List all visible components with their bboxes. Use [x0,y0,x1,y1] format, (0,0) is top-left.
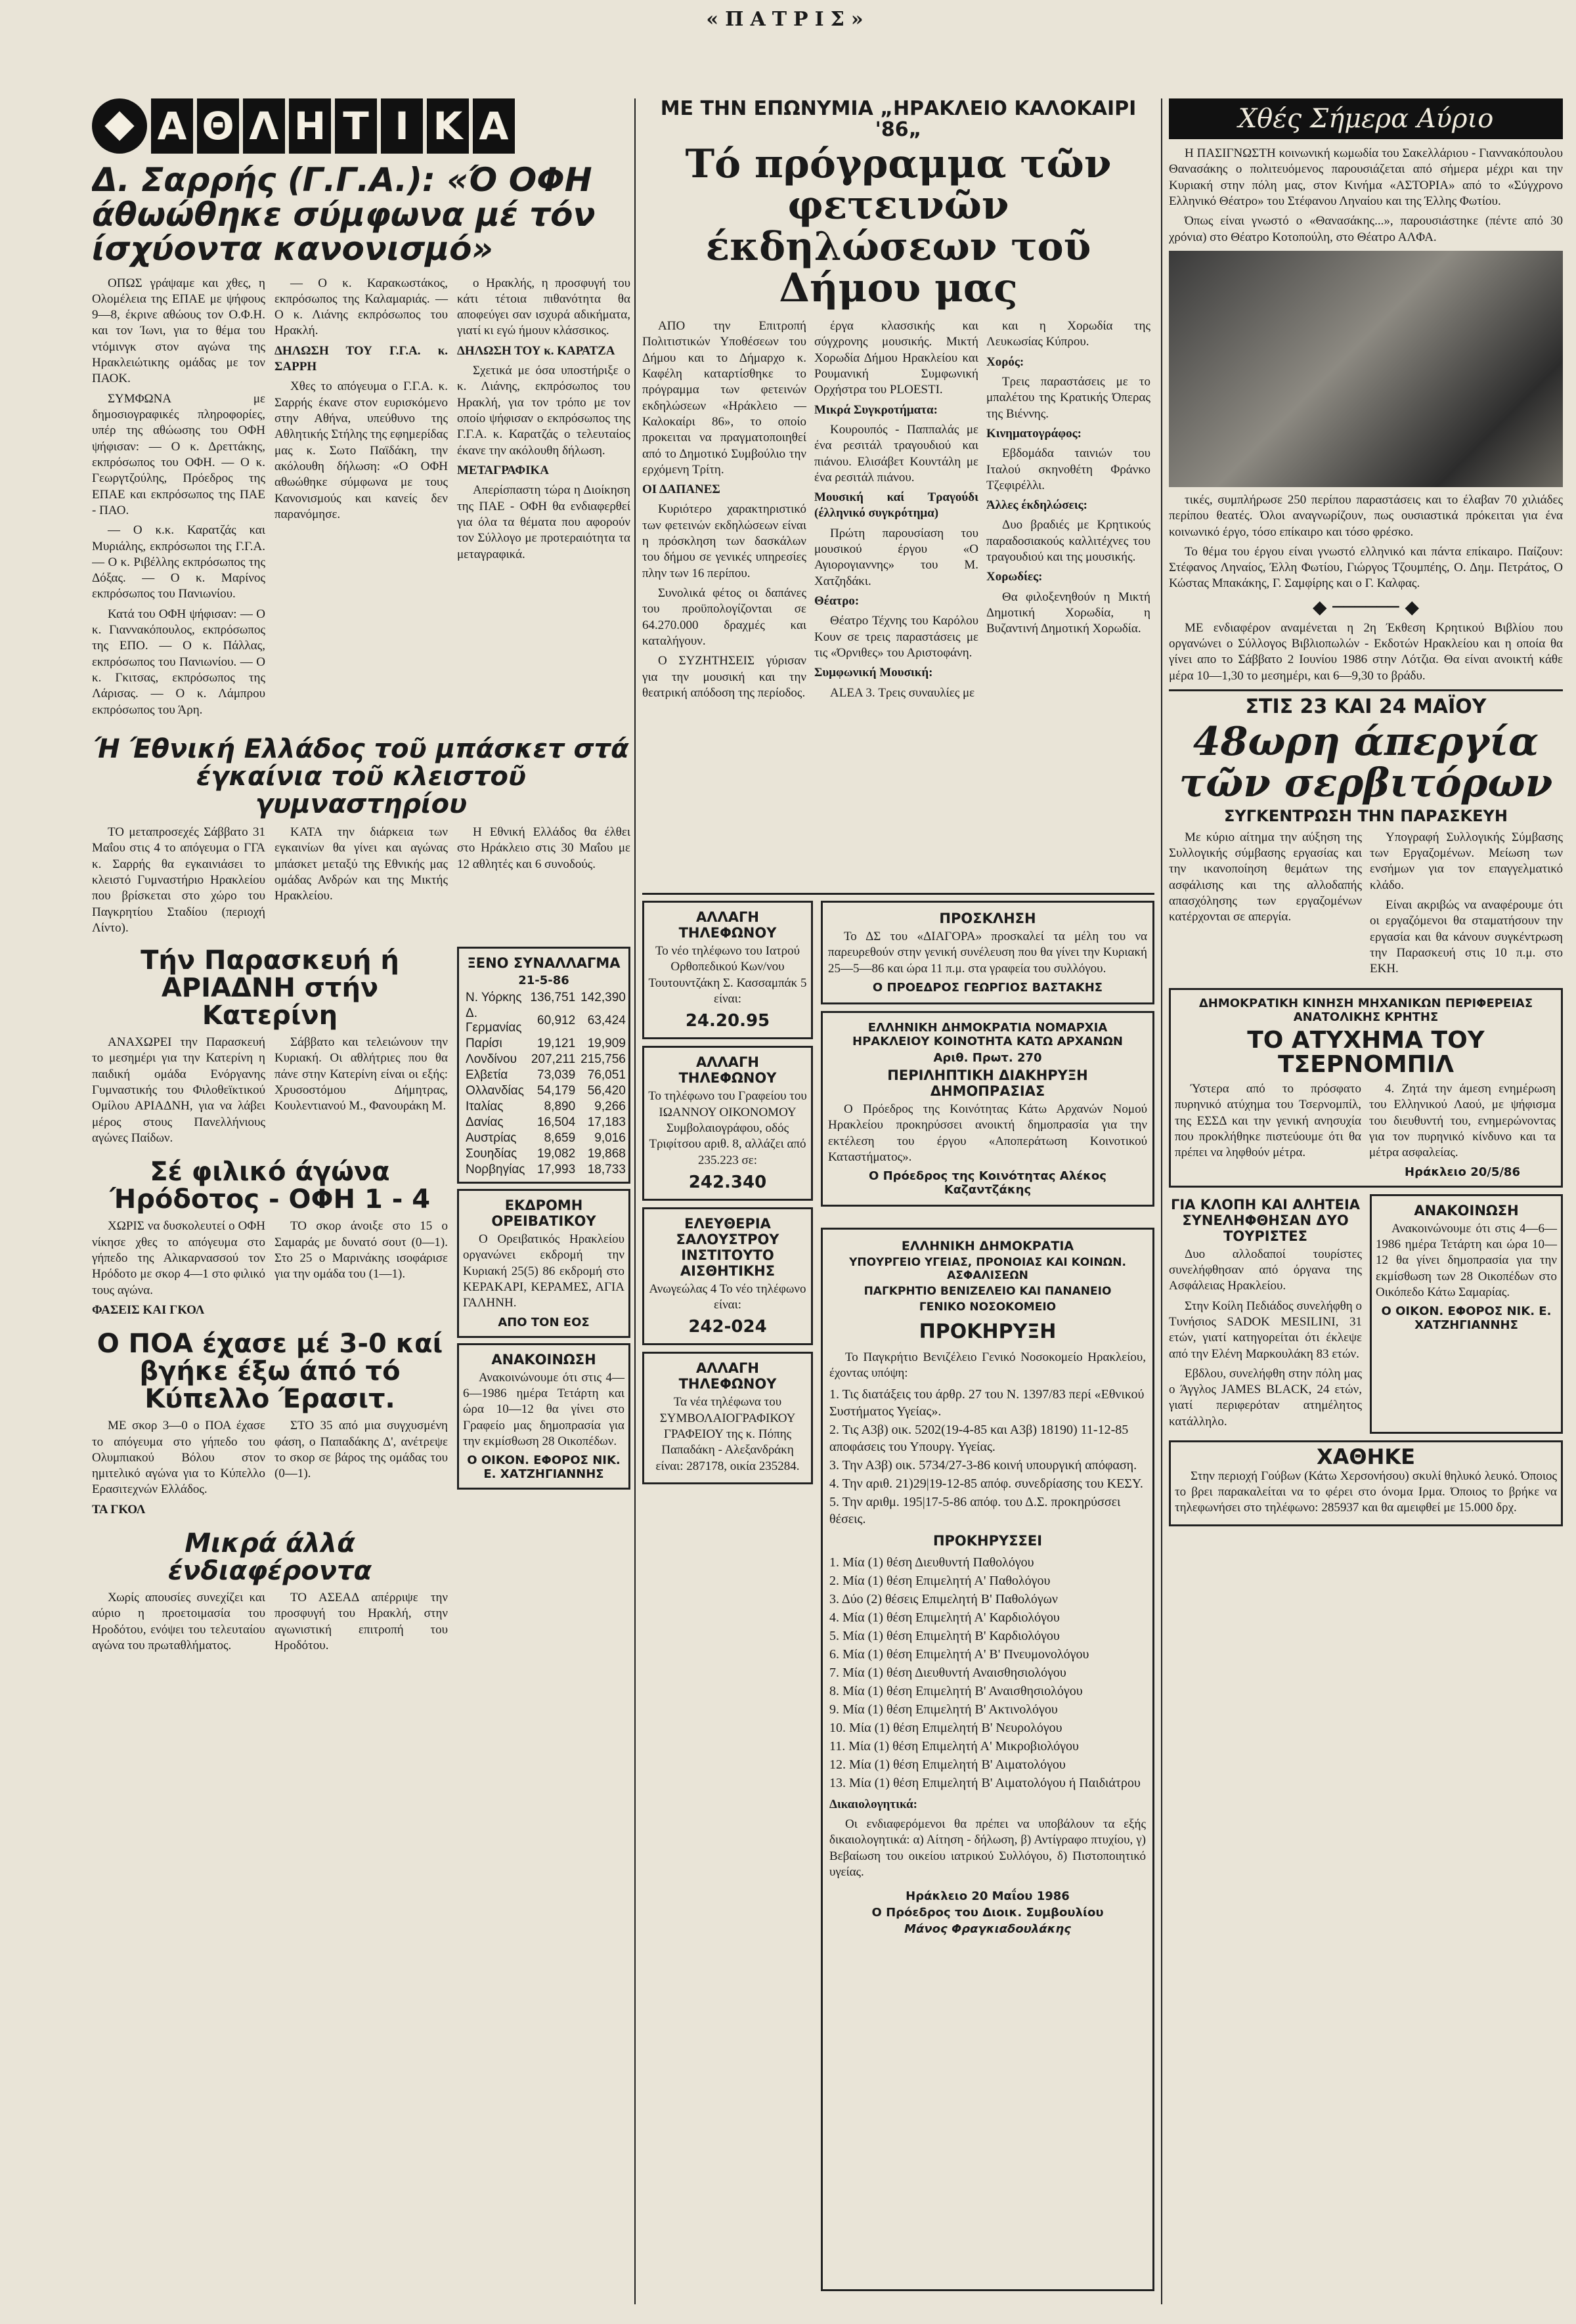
fx-currency: Ελβετία [466,1068,508,1083]
fx-box [457,947,630,1184]
paragraph: Απερίσπαστη τώρα η Διοίκηση της ΠΑΕ - ΟΦΗ θα ενδιαφερθεί για όλα τα θέματα που αφορούν τον Σύλλογο με προτεραιότητα τα μεταγραφικά. [457,483,630,561]
paragraph: — Ο κ.κ. Καρατζάς και Μυριάλης, εκπρόσωποι της Γ.Γ.Α. — Ο κ. Ριβέλλης εκπρόσωπος της Δόξας. — Ο κ. Μαρίνος εκπρόσωπος του Πανιωνίου. [92,523,265,601]
auction-num: Αριθ. Πρωτ. 270 [933,1050,1042,1065]
hospital-notice [821,1228,1154,2304]
notice-date: Ηράκλειο 20 Μαΐου 1986 [906,1889,1070,1904]
fx-buy: 207,211 [531,1052,576,1067]
section-letter: Θ [197,98,239,154]
list-item: 9. Μία (1) θέση Επιμελητή Β' Ακτινολόγου [829,1702,1058,1717]
fx-currency: Παρίσι [466,1037,502,1051]
subheading: Χορός: [986,355,1024,369]
program-headline: Τό πρόγραμμα τῶν φετεινῶν έκδηλώσεων τοῦ Δήμου μας [685,141,1112,311]
paragraph: ΟΠΩΣ γράψαμε και χθες, η Ολομέλεια της ΕΠΑΕ με ψήφους 9—8, έκρινε αθώους τον Ο.Φ.Η. και τον Ίωνι, για το θέμα του ντόμινγκ στον αγώνα της Ηρακλειώτικης ομάδας με τον ΠΑΟΚ. [92,276,265,386]
paragraph: Ανακοινώνουμε ότι στις 4—6—1986 ημέρα Τετάρτη και ώρα 10—12 θα γίνει στο Γραφείο μας δημοπρασία για την εκμίσθωση 28 Οικοπέδων. [463,1370,624,1448]
paragraph: Στην περιοχή Γούβων (Κάτω Χερσονήσου) σκυλί θηλυκό λευκό. Όποιος το βρει παρακαλείται να το φέρει στο όνομα Ιρμα. Όποιος το βρήκε να τηλεφωνήσει στο τηλέφωνο: 285937 και θα αμειφθεί με 15.000 δρχ. [1175,1469,1557,1515]
divider-arrows-icon: ◆ ────── ◆ [1312,595,1419,618]
theater-photo [1169,251,1563,487]
list-item: 3. Την Α3β) οικ. 5734/27-3-86 κοινή υπουργική απόφαση. [829,1457,1137,1473]
list-item: 13. Μία (1) θέση Επιμελητή Β' Αιματολόγου ή Παιδιάτρου [829,1775,1141,1790]
subheading: ΔΗΛΩΣΗ ΤΟΥ Γ.Γ.Α. κ. ΣΑΡΡΗ [274,343,448,374]
strike-sub: ΣΥΓΚΕΝΤΡΩΣΗ ΤΗΝ ΠΑΡΑΣΚΕΥΗ [1224,806,1508,825]
fx-currency: Δ. Γερμανίας [466,1006,522,1035]
tserno-head: ΔΗΜΟΚΡΑΤΙΚΗ ΚΙΝΗΣΗ ΜΗΧΑΝΙΚΩΝ ΠΕΡΙΦΕΡΕΙΑΣ ΑΝΑΤΟΛΙΚΗΣ ΚΡΗΤΗΣ [1198,996,1533,1024]
subheading: Θέατρο: [814,594,860,608]
paragraph: Κουρουπός - Παππαλάς με ένα ρεσιτάλ τραγουδιού και πιάνου. Ελισάβετ Κουντάλη με ένα ρεσιτάλ πιάνου. [814,422,978,484]
phone-number: 242-024 [688,1317,767,1337]
fx-sell: 56,420 [587,1084,626,1098]
signature: Ηράκλειο 20/5/86 [1405,1165,1520,1179]
paragraph: Είναι ακριβώς να αναφέρουμε ότι οι εργαζόμενοι θα σταματήσουν την εργασία και θα κάνουν συγκέντρωση την Παρασκευή στις 10 π.μ. στο ΕΚΗ. [1370,897,1563,976]
fx-currency: Ολλανδίας [466,1084,524,1098]
fx-row [463,1162,628,1178]
subheading: Δικαιολογητικά: [829,1797,917,1811]
notice-positions [829,1554,1146,1792]
paragraph: Ανωγεώλας 4 Το νέο τηλέφωνο είναι: [649,1281,806,1312]
fx-sell: 19,909 [587,1037,626,1051]
fx-row [463,990,628,1006]
fx-sell: 76,051 [587,1068,626,1083]
paragraph: Η Εθνική Ελλάδος θα έλθει στο Ηράκλειο στις 30 Μαΐου με 12 αθλητές και 6 συνοδούς. [457,825,630,871]
ads-column [457,947,630,1658]
story-sarris [92,276,630,722]
paragraph: Ανακοινώνουμε ότι στις 4—6—1986 ημέρα Τετάρτη και ώρα 10—12 θα γίνει δημοπρασία για την εκμίσθωση των 28 Οικοπέδων στο Οικόπεδο Κάτω Σαμαρίας. [1376,1221,1557,1299]
tserno-box [1169,988,1563,1188]
subheading: ΦΑΣΕΙΣ ΚΑΙ ΓΚΟΛ [92,1302,205,1317]
ad-title: ΑΛΛΑΓΗ ΤΗΛΕΦΩΝΟΥ [678,1360,777,1392]
list-item: 1. Τις διατάξεις του άρθρ. 27 του Ν. 1397/83 περί «Εθνικού Συστήματος Υγείας». [829,1387,1145,1419]
signature: ΑΠΟ ΤΟΝ ΕΟΣ [498,1315,590,1329]
fx-buy: 136,751 [530,991,576,1005]
fx-row [463,1036,628,1052]
signature: Ο Πρόεδρος της Κοινότητας Αλέκος Καζαντζάκης [869,1169,1106,1197]
headline-ariadni: Τήν Παρασκευή ή ΑΡΙΑΔΝΗ στήν Κατερίνη [141,945,399,1031]
paragraph: Το τηλέφωνο του Γραφείου του ΙΩΑΝΝΟΥ ΟΙΚΟΝΟΜΟΥ Συμβολαιογράφου, οδός Τριφίτσου αριθ. 8, αλλάζει από 235.223 σε: [648,1089,807,1167]
column-rule [1161,98,1162,2304]
paragraph: Τα νέα τηλέφωνα του ΣΥΜΒΟΛΑΙΟΓΡΑΦΙΚΟΥ ΓΡΑΦΕΙΟΥ της κ. Πόπης Παπαδάκη - Αλεξανδράκη είναι: 287178, οικία 235284. [655,1395,800,1473]
paragraph: Ο Ορειβατικός Ηρακλείου οργανώνει εκδρομή την Κυριακή 25(5) 86 εκδρομή στο ΚΕΡΑΚΑΡΙ, ΚΕΡΑΜΕΣ, ΑΓΙΑ ΓΑΛΗΝΗ. [463,1232,624,1310]
fx-currency: Σουηδίας [466,1147,517,1161]
fx-buy: 73,039 [537,1068,576,1083]
subheading: ΔΗΛΩΣΗ ΤΟΥ κ. ΚΑΡΑΤΖΑ [457,343,615,358]
fx-date: 21-5-86 [518,974,569,988]
paragraph: Η ΠΑΣΙΓΝΩΣΤΗ κοινωνική κωμωδία του Σακελλάριου - Γιαννακόπουλου Θανασάκης ο πολιτευόμενος παρουσιάζεται από σήμερα μέχρι και την Κυριακή στην πόλη μας, στον Κινήμα «ΑΣΤΟΡΙΑ» από το «Σύγχρονο Ελληνικό Θέατρο» του Στέφανου Ληναίου και της Έλλης Φωτίου. [1169,146,1563,208]
list-item: 10. Μία (1) θέση Επιμελητή Β' Νευρολόγου [829,1720,1062,1735]
paragraph: ο Ηρακλής, η προσφυγή του κάτι τέτοια πιθανότητα θα αποφεύγει σαν ισχυρά αδικήματα, γιατί κι εγώ ήμουν κλάσσικος. [457,276,630,338]
paragraph: ALEA 3. Τρεις συναυλίες με [830,685,975,700]
list-item: 8. Μία (1) θέση Επιμελητή Β' Αναισθησιολόγου [829,1683,1083,1698]
paragraph: Θα φιλοξενηθούν η Μικτή Δημοτική Χορωδία, η Βυζαντινή Δημοτική Χορωδία. [986,590,1150,636]
ad-title: ΑΝΑΚΟΙΝΩΣΗ [491,1351,596,1367]
paragraph: ΑΠΟ την Επιτροπή Πολιτιστικών Υποθέσεων του Δήμου και το Δήμαρχο κ. Καφέλη καταρτίσθηκε το πρόγραμμα των φετεινών εκδηλώσεων «Ηράκλειο — Καλοκαίρι 86», το οποίο προκειται να πραγματοποιηθεί από το Δημοτικό Συμβούλιο την ερχόμενη Τρίτη. [642,319,806,477]
paragraph: ΣΥΜΦΩΝΑ με δημοσιογραφικές πληροφορίες, υπέρ της αθώωσης του ΟΦΗ ψήφισαν: — Ο κ. Δρεττάκης, εκπρόσωπος του ΟΦΗ. — Ο κ. Γεωργτζούλης, Πρόεδρος της ΕΠΑΕ και εκπρόσωπος της ΠΑΕ - ΠΑΟ. [92,391,265,517]
subheading: Μουσική καί Τραγούδι (έλληνικό συγκρότημα) [814,490,978,521]
fx-currency: Ιταλίας [466,1100,504,1114]
masthead: «ΠΑΤΡΙΣ» [706,8,870,31]
notice-head: ΓΕΝΙΚΟ ΝΟΣΟΚΟΜΕΙΟ [919,1301,1057,1314]
section-header-xthes: Χθές Σήμερα Αύριο [1169,98,1563,139]
paragraph: Τρεις παραστάσεις με το μπαλέτου της Κρατικής Όπερας της Βιέννης. [986,374,1150,421]
fx-currency: Ν. Υόρκης [466,991,522,1005]
subheading: Χορωδίες: [986,570,1043,584]
section-title-athlitika [92,98,630,154]
paragraph: Με κύριο αίτημα την αύξηση της Συλλογικής σύμβασης εργασίας και την ικανοποίηση θεμάτων της ασφάλισης και της αλλοδαπής απασχόλησης των εργαζομένων κατέρχονται σε απεργία. [1169,830,1362,924]
section-letter: Α [473,98,515,154]
fx-buy: 16,504 [537,1115,576,1130]
auction-head: ΕΛΛΗΝΙΚΗ ΔΗΜΟΚΡΑΤΙΑ ΝΟΜΑΡΧΙΑ ΗΡΑΚΛΕΙΟΥ ΚΟΙΝΟΤΗΤΑ ΚΑΤΩ ΑΡΧΑΝΩΝ [852,1020,1123,1048]
paragraph: Το ΔΣ του «ΔΙΑΓΟΡΑ» προσκαλεί τα μέλη του να παρευρεθούν στην γενική συνέλευση που θα γίνει την Κυριακή 25—5—86 και ώρα 11 π.μ. στα γραφεία του συλλόγου. [828,930,1147,976]
list-item: 11. Μία (1) θέση Επιμελητή Α' Μικροβιολόγου [829,1738,1079,1754]
notice2-box [1370,1194,1563,1434]
fx-buy: 19,082 [537,1147,576,1161]
fx-title: ΞΕΝΟ ΣΥΝΑΛΛΑΓΜΑ [467,955,621,972]
right-column [1169,98,1563,2311]
fx-row [463,1052,628,1067]
notice-head: ΕΛΛΗΝΙΚΗ ΔΗΜΟΚΡΑΤΙΑ [901,1239,1074,1253]
fx-buy: 17,993 [537,1163,576,1177]
section-letter: Λ [243,98,285,154]
program-kicker: ΜΕ ΤΗΝ ΕΠΩΝΥΜΙΑ „ΗΡΑΚΛΕΙΟ ΚΑΛΟΚΑΙΡΙ '86„ [660,98,1137,141]
fx-row [463,1099,628,1115]
fx-buy: 54,179 [537,1084,576,1098]
lost-box [1169,1440,1563,1526]
notice-items [829,1386,1146,1528]
sports-section [92,98,630,2311]
paragraph: Θέατρο Τέχνης του Καρόλου Κουν σε τρεις παραστάσεις με τις «Όρνιθες» του Αριστοφάνη. [814,614,978,660]
paragraph: ΤΟ σκορ άνοιξε στο 15 ο Σαμαράς με δυνατό σουτ (0—1). Στο 25 ο Μαρινάκης ισοφάρισε για την ομάδα του (1—1). [274,1219,448,1281]
notice-subtitle: ΠΡΟΚΗΡΥΣΣΕΙ [932,1532,1043,1549]
fx-sell: 9,016 [594,1131,626,1146]
column-rule [634,98,636,2304]
fx-buy: 8,659 [544,1131,576,1146]
subheading: ΜΕΤΑΓΡΑΦΙΚΑ [457,463,550,477]
fx-sell: 18,733 [587,1163,626,1177]
fx-sell: 17,183 [587,1115,626,1130]
fx-table [463,990,628,1178]
small-ads-column [642,901,813,2299]
theft-story [1169,1194,1362,1434]
list-item: 1. Μία (1) θέση Διευθυντή Παθολόγου [829,1555,1034,1570]
paragraph: ΑΝΑΧΩΡΕΙ την Παρασκευή το μεσημέρι για την Κατερίνη η παιδική ομάδα Ενόργανης Γυμναστικής του Φιλοθεϊκτικού Ομίλου ΑΡΙΑΔΝΗ, για να λάβει μέρος στους Πανελλήνιους αγώνες Παίδων. [92,1035,265,1145]
paragraph: έργα κλασσικής και σύγχρονης μουσικής. Μικτή Χορωδία Δήμου Ηρακλείου και Ρουμανική Συμφωνική Ορχήστρα του PLOESTI. [814,319,978,397]
paragraph: ΜΕ ενδιαφέρον αναμένεται η 2η Έκθεση Κρητικού Βιβλίου που οργανώνει ο Σύλλογος Βιβλιοπωλών - Εκδοτών Ηρακλείου και η οποία θα γίνει απο το Σάββατο 2 Ιουνίου 1986 στην Λότζια. Θα είναι ανοικτή κάθε μέρα 10—1,30 το μεσημέρι, και 6—9,30 το βράδυ. [1169,620,1563,683]
notice-head: ΥΠΟΥΡΓΕΙΟ ΥΓΕΙΑΣ, ΠΡΟΝΟΙΑΣ ΚΑΙ ΚΟΙΝΩΝ. ΑΣΦΑΛΙΣΕΩΝ [849,1256,1126,1282]
list-item: 3. Δύο (2) θέσεις Επιμελητή Β' Παθολόγων [829,1591,1058,1606]
list-item: 5. Μία (1) θέση Επιμελητή Β' Καρδιολόγου [829,1628,1060,1643]
paragraph: Χθες το απόγευμα ο Γ.Γ.Α. κ. Σαρρής έκανε στον ευρισκόμενο στην Αθήνα, υπεύθυνο της Αθλητικής Στήλης της εφημερίδας μας κ. Σωτο Παϊδάκη, την ακόλουθη δήλωση: «Ο ΟΦΗ αθωώθηκε σύμφωνα με τους Κανονισμούς και κανείς δεν παρανόμησε. [274,379,448,521]
fx-currency: Νορβηγίας [466,1163,525,1177]
ad-anakoinosi [457,1343,630,1490]
paragraph: Υπογραφή Συλλογικής Σύμβασης των Εργαζομένων. Μείωση των ενσήμων για τον επαγγελματικό κλάδο. [1370,830,1563,892]
paragraph: Δυο αλλοδαποί τουρίστες συνελήφθησαν από όργανα της Ασφάλειας Ηρακλείου. [1169,1247,1362,1293]
fx-row [463,1146,628,1162]
ad-orivatikos [457,1189,630,1338]
headline-herodotos: Σέ φιλικό άγώνα Ήρόδοτος - ΟΦΗ 1 - 4 [109,1157,431,1215]
headline-mikra: Μικρά άλλά ένδιαφέροντα [168,1528,372,1587]
paragraph: Δυο βραδιές με Κρητικούς παραδοσιακούς καλλιτέχνες του τραγουδιού και της μουσικής. [986,518,1150,565]
strike-headline: 48ωρη άπεργία τῶν σερβιτόρων [1179,718,1553,806]
notice-title: ΠΡΟΚΗΡΥΞΗ [919,1320,1057,1343]
phone-number: 242.340 [688,1172,767,1192]
fx-row [463,1083,628,1099]
ad-phone-1 [642,901,813,1039]
ad-title: ΑΛΛΑΓΗ ΤΗΛΕΦΩΝΟΥ [678,1054,777,1087]
fx-currency: Αυστρίας [466,1131,517,1146]
list-item: 2. Μία (1) θέση Επιμελητή Α' Παθολόγου [829,1573,1051,1588]
paragraph: Σχετικά με όσα υποστήριξε ο κ. Λιάνης, εκπρόσωπος του Ηρακλή, για τον τρόπο με τον οποίο ψήφισαν ο εκπρόσωπος της Γ.Γ.Α. κ. Καρατζάς ο τελευταίος έκανε την ακόλουθη δήλωση. [457,364,630,458]
paragraph: Όπως είναι γνωστό ο «Θανασάκης...», παρουσιάστηκε (πέντε από 30 χρόνια) στο Θέατρο Κοτοπούλη, στο Θέατρο ΑΛΦΑ. [1169,214,1563,244]
paragraph: και η Χορωδία της Λευκωσίας Κύπρου. [986,319,1150,349]
fx-buy: 19,121 [537,1037,576,1051]
ad-title: ΠΡΟΣΚΛΗΣΗ [939,911,1036,926]
section-rule [642,893,1154,895]
fx-sell: 142,390 [580,991,626,1005]
paragraph: Σάββατο και τελειώνουν την Κυριακή. Οι αθλήτριες που θα πάνε στην Κατερίνη είναι οι εξής: Χρυσοστόμου Δήμητρας, Κουλεντιανού Μ., Φανουράκη Μ. [274,1035,448,1113]
paragraph: Ύστερα από το πρόσφατο πυρηνικό ατύχημα του Τσερνομπίλ, της ΕΣΣΔ και την γενική ανησυχία που προκλήθηκε πιστεύουμε ότι θα πρέπει να ληφθούν μέτρα. [1175,1082,1361,1160]
paragraph: Πρώτη παρουσίαση του μουσικού έργου «Ο Αγιορογιαννης» του Μ. Χατζηδάκι. [814,526,978,588]
headline-poa: Ο ΠΟΑ έχασε μέ 3-0 καί βγήκε έξω άπό τό Κύπελλο Έρασιτ. [97,1329,443,1415]
tserno-headline: ΤΟ ΑΤΥΧΗΜΑ ΤΟΥ ΤΣΕΡΝΟΜΠΙΛ [1247,1026,1485,1079]
paragraph: Κυριότερο χαρακτηριστικό των φετεινών εκδηλώσεων είναι η πρόσκληση των δασκάλων του δήμου σε γενικές υπηρεσίες πλην των 16 περίπου. [642,502,806,580]
ad-title: ΑΛΛΑΓΗ ΤΗΛΕΦΩΝΟΥ [678,909,777,941]
fx-sell: 19,868 [587,1147,626,1161]
ad-phone-3 [642,1207,813,1346]
story-basket [92,825,630,940]
section-letter: Α [151,98,193,154]
list-item: 2. Τις Α3β) οικ. 5202(19-4-85 και Α3β) 18190) 11-12-85 αποφάσεις του Υπουργ. Υγείας. [829,1422,1129,1454]
subheading: Κινηματογράφος: [986,426,1082,441]
auction-box [821,1011,1154,1207]
football-icon [92,98,147,154]
paragraph: Χωρίς απουσίες συνεχίζει και αύριο η προετοιμασία του Ηροδότου, ενόψει του τελευταίου αγώνα του πρωταθλήματος. [92,1591,265,1652]
fx-buy: 60,912 [537,1014,576,1028]
list-item: 7. Μία (1) θέση Διευθυντή Αναισθησιολόγου [829,1665,1066,1680]
fx-row [463,1067,628,1083]
list-item: 5. Την αριθμ. 195|17-5-86 απόφ. του Δ.Σ. προκηρύσσει θέσεις. [829,1494,1121,1526]
ad-title: ΑΝΑΚΟΙΝΩΣΗ [1414,1202,1519,1218]
fx-row [463,1130,628,1146]
notice-head: ΠΑΓΚΡΗΤΙΟ ΒΕΝΙΖΕΛΕΙΟ ΚΑΙ ΠΑΝΑΝΕΙΟ [864,1285,1112,1298]
fx-currency: Δανίας [466,1115,504,1130]
ad-phone-4 [642,1352,813,1484]
paragraph: Ο ΣΥΖΗΤΗΣΕΙΣ γύρισαν για την μουσική και την θεατρική απόδοση της περίοδος. [642,654,806,700]
paragraph: τικές, συμπλήρωσε 250 περίπου παραστάσεις και το έλαβαν 70 χιλιάδες περίπου θεατές. Όλοι αναγνωρίζουν, πως ουσιαστικά πρόκειται για ένα κοινωνικό έργο, τόσο επίκαιρο και τόσο φρέσκο. [1169,492,1563,539]
invite-box [821,901,1154,1004]
paragraph: ΚΑΤΑ την διάρκεια των εγκαινίων θα γίνει και αγώνας μπάσκετ μεταξύ της Εθνικής μας ομάδας Ανδρών και της Μικτής Ηρακλείου. [274,825,448,903]
signature: Ο ΠΡΟΕΔΡΟΣ ΓΕΩΡΓΙΟΣ ΒΑΣΤΑΚΗΣ [872,980,1103,995]
list-item: 4. Μία (1) θέση Επιμελητή Α' Καρδιολόγου [829,1610,1060,1625]
section-letter: Η [289,98,331,154]
fx-row [463,1115,628,1130]
list-item: 4. Την αριθ. 21)29|19-12-85 απόφ. συνεδρίασης του ΚΕΣΥ. [829,1476,1143,1491]
paragraph: ΧΩΡΙΣ να δυσκολευτεί ο ΟΦΗ νίκησε χθες το απόγευμα στο γήπεδο της Αλικαρνασσού τον Ηρόδοτο με σκορ 4—1 στο φιλικό τους αγώνα. [92,1219,265,1297]
paragraph: Ο Πρόεδρος της Κοινότητας Κάτω Αρχανών Νομού Ηρακλείου προκηρύσσει ανοικτή δημοπρασία για την εκτέλεση του έργου «Αποπεράτωση Κοινοτικού Καταστήματος». [828,1102,1147,1164]
subheading: Μικρά Συγκροτήματα: [814,402,938,417]
section-letter: Κ [427,98,469,154]
paragraph: ΤΟ ΑΣΕΑΔ απέρριψε την προσφυγή του Ηρακλή, στην αγωνιστική επιτροπή του Ηροδότου. [274,1591,448,1652]
paragraph: Κατά του ΟΦΗ ψήφισαν: — Ο κ. Γιαννακόπουλος, εκπρόσωπος της ΕΠΟ. — Ο κ. Πάλλας, εκπρόσωπος του Πανιωνίου. — Ο κ. Γκιτσας, εκπρόσωπος της Λάρισας. — Ο κ. Λάμπρου εκπρόσωπος του Άρη. [92,607,265,717]
program-section [642,98,1154,886]
phone-number: 24.20.95 [685,1011,770,1031]
paragraph: Εβδλου, συνελήφθη στην πόλη μας ο Άγγλος JAMES BLACK, 24 ετών, γιατί περιφερόταν ατημέλητος κατάλληλο. [1169,1366,1362,1429]
paragraph: Το νέο τηλέφωνο του Ιατρού Ορθοπεδικού Κων/νου Τουτουντζάκη Σ. Κασσαμπάκ 5 είναι: [648,944,807,1006]
paragraph: Το θέμα του έργου είναι γνωστό ελληνικό και πάντα επίκαιρο. Παίζουν: Στέφανος Ληναίος, Έλλη Φωτίου, Γιώργος Τζουμπέης, Ο. Δημ. Πετράτος, Ο Κώστας Μπακάκης, Γ. Σαμφίρης και ο Γ. Καλφας. [1169,544,1563,591]
fx-row [463,1006,628,1036]
paragraph: Οι ενδιαφερόμενοι θα πρέπει να υποβάλουν τα εξής δικαιολογητικά: α) Αίτηση - δήλωση, β) Αντίγραφο πτυχίου, γ) Βεβαίωση του οικείου ιατρικού Συλλόγου, δ) Πιστοποιητικό υγείας. [829,1817,1146,1879]
paragraph: Συνολικά φέτος οι δαπάνες του προϋπολογίζονται σε 64.270.000 δραχμές και καταλήγουν. [642,586,806,648]
notice-signature: Ο Πρόεδρος του Διοικ. Συμβουλίου [871,1906,1104,1920]
lost-title: ΧΑΘΗΚΕ [1316,1444,1416,1470]
subheading: Άλλες έκδηλώσεις: [986,498,1087,513]
notice-name: Μάνος Φραγκιαδουλάκης [904,1922,1071,1937]
subheading: ΤΑ ΓΚΟΛ [92,1502,146,1517]
paragraph: Το Παγκρήτιο Βενιζέλειο Γενικό Νοσοκομείο Ηρακλείου, έχοντας υπόψη: [829,1350,1146,1381]
list-item: 12. Μία (1) θέση Επιμελητή Β' Αιματολόγου [829,1757,1066,1772]
fx-currency: Λονδίνου [466,1052,517,1067]
theft-title: ΓΙΑ ΚΛΟΠΗ ΚΑΙ ΑΛΗΤΕΙΑ ΣΥΝΕΛΗΦΘΗΣΑΝ ΔΥΟ ΤΟΥΡΙΣΤΕΣ [1170,1196,1361,1244]
signature: Ο ΟΙΚΟΝ. ΕΦΟΡΟΣ ΝΙΚ. Ε. ΧΑΤΖΗΓΙΑΝΝΗΣ [467,1453,621,1482]
ad-title: ΕΚΔΡΟΜΗ ΟΡΕΙΒΑΤΙΚΟΥ [491,1197,596,1230]
section-rule [1169,689,1563,691]
subheading: Συμφωνική Μουσική: [814,666,933,680]
paragraph: ΣΤΟ 35 από μια συγχυσμένη φάση, ο Παπαδάκης Δ', ανέτρεψε το σκορ σε βάρος της ομάδας του (0—1). [274,1419,448,1481]
list-item: 6. Μία (1) θέση Επιμελητή Α' Β' Πνευμονολόγου [829,1646,1089,1662]
paragraph: — Ο κ. Καρακωστάκος, εκπρόσωπος της Καλαμαριάς. — Ο κ. Λιάνης εκπρόσωπος του Ηρακλή. [274,276,448,338]
fx-buy: 8,890 [544,1100,576,1114]
subheading: ΟΙ ΔΑΠΑΝΕΣ [642,483,720,497]
paragraph: 4. Ζητά την άμεση ενημέρωση του Ελληνικού Λαού, με ψήφισμα του διευθυντή του, ενημερώνοντας για τον πυρηνικό κίνδυνο και τα μέτρα ασφαλείας. [1369,1082,1556,1160]
strike-kicker: ΣΤΙΣ 23 ΚΑΙ 24 ΜΑΪΟΥ [1245,695,1487,718]
section-letter: Τ [335,98,377,154]
ad-title: ΠΕΡΙΛΗΠΤΙΚΗ ΔΙΑΚΗΡΥΞΗ ΔΗΜΟΠΡΑΣΙΑΣ [887,1067,1088,1099]
section-letter: Ι [381,98,423,154]
paragraph: Εβδομάδα ταινιών του Ιταλού σκηνοθέτη Φράνκο Τζεφιρέλλι. [986,446,1150,492]
paragraph: ΤΟ μεταπροσεχές Σάββατο 31 Μαΐου στις 4 το απόγευμα ο ΓΓΑ κ. Σαρρής θα εγκαινιάσει το κλειστό Γυμναστήριο Ηρακλείου που βρίσκεται στο χώρο του Παγκρητίου Σταδίου (περιοχή Λίντο). [92,825,265,935]
signature: Ο ΟΙΚΟΝ. ΕΦΟΡΟΣ ΝΙΚ. Ε. ΧΑΤΖΗΓΙΑΝΝΗΣ [1381,1304,1552,1333]
story-ariadni [92,947,630,1658]
paragraph: Στην Κοίλη Πεδιάδος συνελήφθη ο Τυνήσιος SADOK MESILINI, 31 ετών, γιατί κατηγορείται ότι έκλεψε από την Ελένη Μαρκουλάκη 83 ετών. [1169,1299,1362,1361]
paragraph: ΜΕ σκορ 3—0 ο ΠΟΑ έχασε το απόγευμα στο γήπεδο του Ολυμπιακού Βόλου στον ημιτελικό αγώνα για το Κύπελλο Ερασιτεχνών Ελλάδος. [92,1419,265,1497]
headline-sarris: Δ. Σαρρής (Γ.Γ.Α.): «Ό ΟΦΗ άθωώθηκε σύμφωνα μέ τόν ίσχύοντα κανονισμό» [92,161,596,268]
headline-basket: Ή Έθνική Ελλάδος τοῦ μπάσκετ στά έγκαίνια τοῦ κλειστοῦ γυμναστηρίου [93,733,629,819]
fx-sell: 215,756 [580,1052,626,1067]
ad-phone-2 [642,1046,813,1201]
ad-title: ΕΛΕΥΘΕΡΙΑ ΣΑΛΟΥΣΤΡΟΥ ΙΝΣΤΙΤΟΥΤΟ ΑΙΣΘΗΤΙΚΗΣ [676,1215,779,1279]
fx-sell: 9,266 [594,1100,626,1114]
fx-sell: 63,424 [587,1014,626,1028]
